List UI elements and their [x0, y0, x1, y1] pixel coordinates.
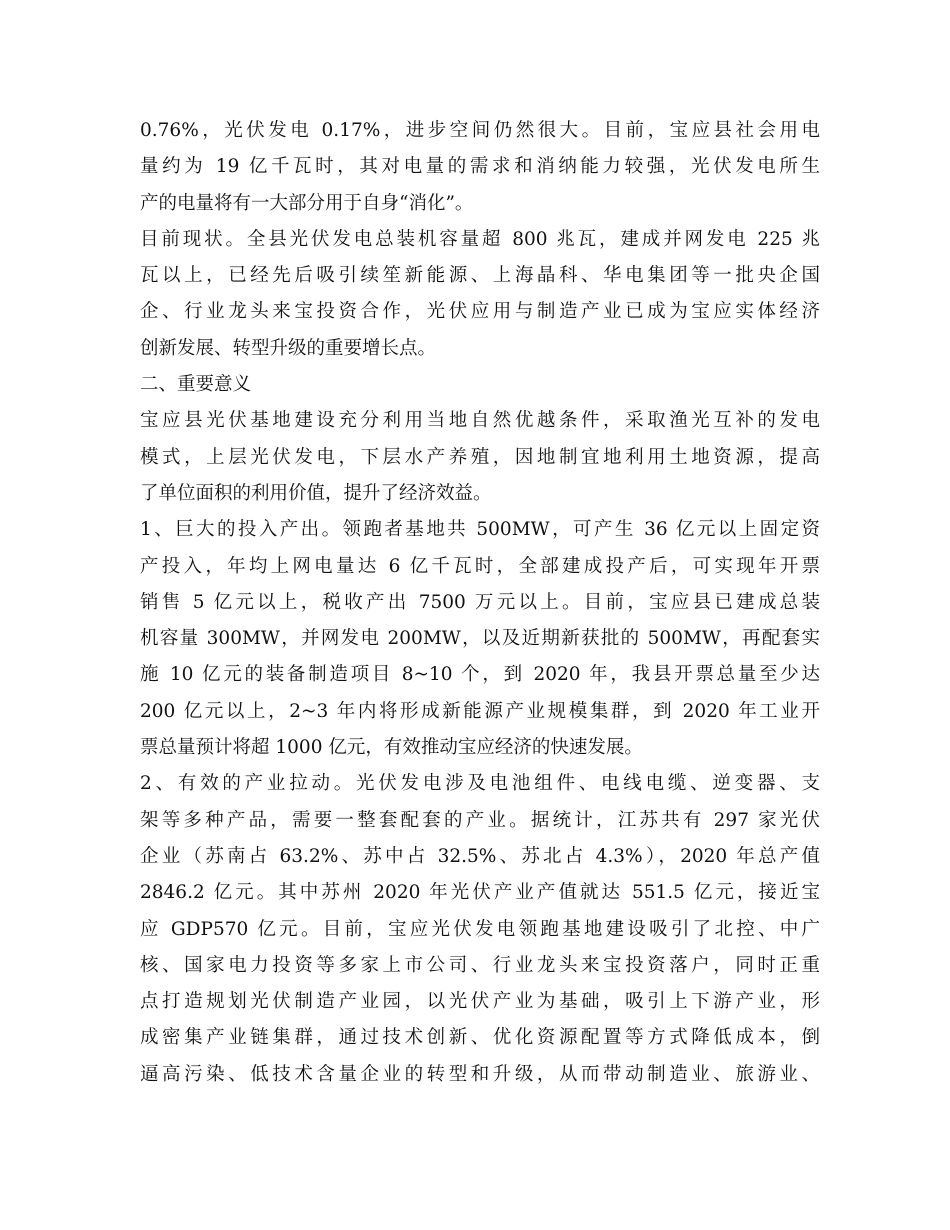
text-line: 点打造规划光伏制造产业园，以光伏产业为基础，吸引上下游产业，形: [140, 991, 820, 1013]
section-heading: 二、重要意义: [140, 374, 252, 396]
text-line: 逼高污染、低技术含量企业的转型和升级，从而带动制造业、旅游业、: [140, 1063, 820, 1085]
text-line: 2、有效的产业拉动。光伏发电涉及电池组件、电线电缆、逆变器、支: [140, 773, 820, 795]
text-line: 企业（苏南占 63.2%、苏中占 32.5%、苏北占 4.3%），2020 年总产值: [140, 845, 820, 867]
text-line: 1、巨大的投入产出。领跑者基地共 500MW，可产生 36 亿元以上固定资: [140, 519, 820, 541]
text-line: 销售 5 亿元以上，税收产出 7500 万元以上。目前，宝应县已建成总装: [140, 591, 820, 613]
text-line: 票总量预计将超 1000 亿元，有效推动宝应经济的快速发展。: [140, 737, 643, 759]
body-text: [140, 113, 820, 1093]
text-line: 0.76%，光伏发电 0.17%，进步空间仍然很大。目前，宝应县社会用电: [140, 120, 820, 141]
text-line: 架等多种产品，需要一整套配套的产业。据统计，江苏共有 297 家光伏: [140, 809, 820, 831]
text-line: 成密集产业链集群，通过技术创新、优化资源配置等方式降低成本，倒: [140, 1027, 820, 1049]
text-line: 创新发展、转型升级的重要增长点。: [140, 337, 437, 359]
text-line: 200 亿元以上，2~3 年内将形成新能源产业规模集群，到 2020 年工业开: [140, 700, 820, 722]
text-line: 量约为 19 亿千瓦时，其对电量的需求和消纳能力较强，光伏发电所生: [140, 156, 820, 178]
text-line: 机容量 300MW，并网发电 200MW，以及近期新获批的 500MW，再配套实: [140, 628, 820, 650]
text-line: 2846.2 亿元。其中苏州 2020 年光伏产业产值就达 551.5 亿元，接近宝: [140, 882, 820, 904]
text-line: 企、行业龙头来宝投资合作，光伏应用与制造产业已成为宝应实体经济: [140, 301, 820, 323]
text-line: 产投入，年均上网电量达 6 亿千瓦时，全部建成投产后，可实现年开票: [140, 555, 820, 577]
text-line: 核、国家电力投资等多家上市公司、行业龙头来宝投资落户，同时正重: [140, 954, 820, 976]
text-line: 宝应县光伏基地建设充分利用当地自然优越条件，采取渔光互补的发电: [140, 410, 820, 432]
text-line: 模式，上层光伏发电，下层水产养殖，因地制宜地利用土地资源，提高: [140, 446, 820, 468]
text-line: 了单位面积的利用价值，提升了经济效益。: [140, 482, 492, 504]
text-line: 施 10 亿元的装备制造项目 8~10 个，到 2020 年，我县开票总量至少达: [140, 664, 820, 686]
text-line: 瓦以上，已经先后吸引续笙新能源、上海晶科、华电集团等一批央企国: [140, 265, 820, 287]
text-line: 产的电量将有一大部分用于自身“消化”。: [140, 192, 474, 214]
text-line: 应 GDP570 亿元。目前，宝应光伏发电领跑基地建设吸引了北控、中广: [140, 918, 820, 940]
text-line: 目前现状。全县光伏发电总装机容量超 800 兆瓦，建成并网发电 225 兆: [140, 228, 820, 250]
